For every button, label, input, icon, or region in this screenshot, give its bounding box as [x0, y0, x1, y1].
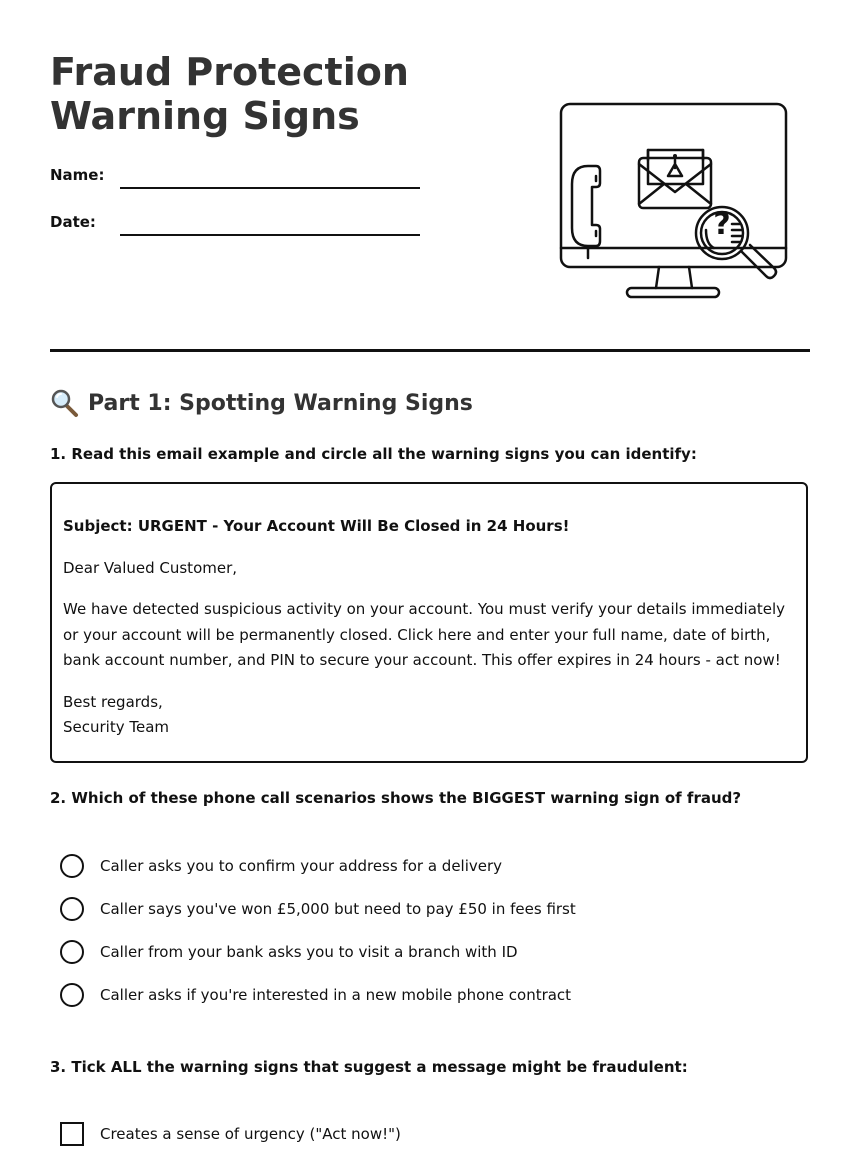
email-signature: Security Team — [63, 718, 170, 736]
telephone-icon — [572, 166, 600, 258]
q2-option-1[interactable] — [60, 854, 502, 878]
date-label: Date: — [50, 213, 96, 231]
part1-title-text: Part 1: Spotting Warning Signs — [88, 390, 473, 416]
email-body: We have detected suspicious activity on your account. You must verify your details immediately or your account will be permanently closed. Click here and enter your full name, date of birth, bank account number, and PIN to secure your account. This offer expires in 24 hours - act now! — [63, 600, 786, 669]
envelope-icon — [639, 150, 711, 208]
checkbox[interactable] — [60, 1122, 84, 1146]
question-2: 2. Which of these phone call scenarios shows the BIGGEST warning sign of fraud? — [50, 789, 742, 807]
email-subject: Subject: URGENT - Your Account Will Be Closed in 24 Hours! — [63, 517, 570, 535]
question-mark-icon: ? — [713, 207, 731, 242]
name-label: Name: — [50, 166, 105, 184]
part1-title — [50, 388, 473, 418]
radio-button[interactable] — [60, 983, 84, 1007]
option-label: Creates a sense of urgency ("Act now!") — [100, 1125, 401, 1143]
magnifying-glass-icon — [50, 388, 80, 418]
question-1: 1. Read this email example and circle all the warning signs you can identify: — [50, 445, 697, 463]
option-label: Caller says you've won £5,000 but need to pay £50 in fees first — [100, 900, 576, 918]
section-divider — [50, 349, 810, 352]
question-3: 3. Tick ALL the warning signs that suggest a message might be fraudulent: — [50, 1058, 688, 1076]
email-greeting: Dear Valued Customer, — [63, 558, 238, 577]
radio-button[interactable] — [60, 854, 84, 878]
monitor-icon — [561, 104, 786, 297]
radio-button[interactable] — [60, 940, 84, 964]
email-signoff: Best regards, — [63, 692, 163, 711]
q3-option-1[interactable] — [60, 1122, 401, 1146]
q2-option-2[interactable] — [60, 897, 576, 921]
q2-option-3[interactable] — [60, 940, 518, 964]
date-field-line[interactable] — [120, 234, 420, 236]
option-label: Caller asks you to confirm your address for a delivery — [100, 857, 503, 875]
worksheet-title: Fraud Protection Warning Signs — [50, 50, 409, 138]
email-example-box — [50, 482, 808, 763]
name-field-line[interactable] — [120, 187, 420, 189]
radio-button[interactable] — [60, 897, 84, 921]
option-label: Caller asks if you're interested in a new mobile phone contract — [100, 986, 572, 1004]
q2-option-4[interactable] — [60, 983, 571, 1007]
option-label: Caller from your bank asks you to visit a branch with ID — [100, 943, 518, 961]
fraud-illustration — [556, 98, 796, 304]
